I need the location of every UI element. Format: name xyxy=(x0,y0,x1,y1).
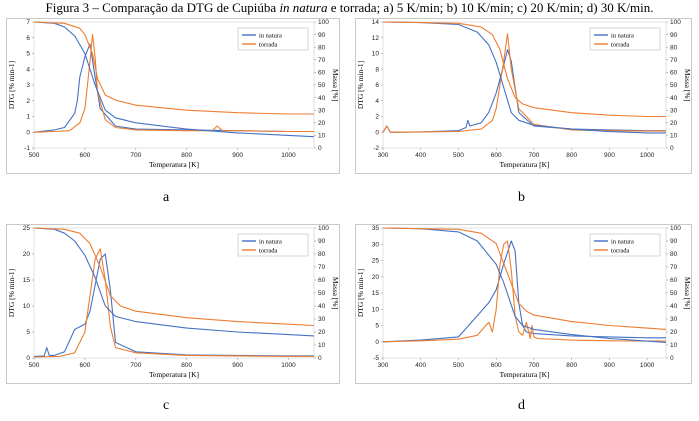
y-right-tick-label: 70 xyxy=(318,57,326,64)
y-right-tick-label: 40 xyxy=(318,94,326,102)
y-left-tick-label: 0 xyxy=(26,129,30,137)
legend-label: torrada xyxy=(611,247,630,255)
y-right-tick-label: 10 xyxy=(670,132,678,140)
y-left-tick-label: 35 xyxy=(371,225,379,233)
y-right-tick-label: 90 xyxy=(670,31,678,39)
x-tick-label: 1000 xyxy=(639,152,655,159)
y-left-tick-label: 2 xyxy=(375,113,379,121)
legend-label: in natura xyxy=(611,32,634,40)
y-right-tick-label: 20 xyxy=(318,329,326,337)
chart-a xyxy=(6,18,340,174)
y-right-tick-label: 0 xyxy=(670,355,674,363)
y-right-tick-label: 20 xyxy=(670,329,678,337)
x-tick-label: 1000 xyxy=(639,362,655,369)
y-right-tick-label: 10 xyxy=(318,342,326,350)
y-right-tick-label: 30 xyxy=(318,316,326,324)
y-right-tick-label: 50 xyxy=(318,82,326,90)
y-right-tick-label: 100 xyxy=(670,19,681,27)
y-right-tick-label: 60 xyxy=(670,69,678,77)
x-tick-label: 300 xyxy=(377,152,389,159)
x-tick-label: 400 xyxy=(415,152,427,159)
y-right-tick-label: 90 xyxy=(318,31,326,39)
chart-panel-d xyxy=(355,224,692,384)
legend-label: in natura xyxy=(259,32,282,40)
y-left-tick-label: 1 xyxy=(26,113,30,121)
x-tick-label: 800 xyxy=(181,362,193,369)
legend xyxy=(238,28,308,50)
y-right-tick-label: 100 xyxy=(670,225,681,233)
x-tick-label: 700 xyxy=(528,362,540,369)
x-tick-label: 1000 xyxy=(281,362,296,369)
y-right-tick-label: 100 xyxy=(318,19,329,27)
y-right-tick-label: 40 xyxy=(670,94,678,102)
y-left-tick-label: 5 xyxy=(26,329,30,337)
y-right-tick-label: 80 xyxy=(318,251,326,259)
y-left-tick-label: 0 xyxy=(375,338,379,346)
chart-d xyxy=(355,224,692,384)
x-tick-label: 900 xyxy=(232,362,244,369)
chart-panel-c xyxy=(6,224,340,384)
x-tick-label: 500 xyxy=(453,152,464,159)
panel-label-c: c xyxy=(163,398,170,413)
legend-label: in natura xyxy=(611,238,634,246)
x-tick-label: 700 xyxy=(130,152,142,159)
y-right-tick-label: 60 xyxy=(318,277,326,285)
legend-label: in natura xyxy=(259,238,282,246)
y-left-tick-label: 10 xyxy=(22,303,30,311)
y-left-tick-label: -2 xyxy=(373,145,379,153)
x-tick-label: 900 xyxy=(232,152,244,159)
legend xyxy=(590,234,660,256)
legend xyxy=(590,28,660,50)
y-right-tick-label: 40 xyxy=(318,303,326,311)
y-left-tick-label: 10 xyxy=(371,306,379,314)
y-left-tick-label: 6 xyxy=(375,82,379,90)
x-tick-label: 900 xyxy=(603,152,615,159)
y-left-tick-label: 25 xyxy=(371,257,379,265)
y-left-axis-label: DTG [% min-1] xyxy=(356,60,365,110)
x-tick-label: 800 xyxy=(181,152,193,159)
y-right-tick-label: 100 xyxy=(318,225,329,233)
x-tick-label: 600 xyxy=(79,152,91,159)
y-right-axis-label: Massa [%] xyxy=(331,276,340,310)
chart-b xyxy=(355,18,692,174)
y-right-tick-label: 90 xyxy=(318,238,326,246)
y-left-tick-label: 3 xyxy=(26,82,30,90)
y-right-tick-label: 90 xyxy=(670,238,678,246)
panel-label-a: a xyxy=(163,190,170,205)
x-tick-label: 500 xyxy=(28,152,40,159)
y-right-tick-label: 20 xyxy=(318,120,326,127)
y-right-tick-label: 80 xyxy=(318,44,326,52)
y-left-tick-label: 4 xyxy=(26,66,30,74)
y-right-tick-label: 30 xyxy=(318,107,326,115)
y-right-tick-label: 50 xyxy=(670,290,678,298)
panel-label-b: b xyxy=(518,190,525,205)
x-tick-label: 500 xyxy=(28,362,40,369)
chart-panel-b xyxy=(355,18,692,174)
legend-label: torrada xyxy=(259,247,278,255)
y-right-tick-label: 70 xyxy=(318,264,326,272)
y-right-tick-label: 0 xyxy=(318,145,322,153)
y-right-tick-label: 70 xyxy=(670,57,678,64)
y-right-tick-label: 30 xyxy=(670,316,678,324)
y-left-tick-label: 20 xyxy=(371,273,379,281)
y-left-axis-label: DTG [% min-1] xyxy=(7,268,16,318)
y-right-tick-label: 40 xyxy=(670,303,678,311)
x-tick-label: 400 xyxy=(415,362,427,369)
y-right-axis-label: Massa [%] xyxy=(683,276,692,310)
y-left-tick-label: 8 xyxy=(375,66,379,74)
y-left-tick-label: -1 xyxy=(24,145,30,153)
x-axis-label: Temperatura [K] xyxy=(148,160,200,169)
x-tick-label: 700 xyxy=(528,152,540,159)
x-tick-label: 800 xyxy=(566,362,578,369)
y-right-tick-label: 20 xyxy=(670,120,678,127)
legend-label: torrada xyxy=(259,41,278,49)
caption-prefix: Figura 3 – Comparação da DTG de Cupiúba xyxy=(45,0,280,15)
caption-suffix: e torrada; a) 5 K/min; b) 10 K/min; c) 20 K/min; d) 30 K/min. xyxy=(327,0,654,15)
y-right-tick-label: 70 xyxy=(670,264,678,272)
y-left-tick-label: 5 xyxy=(26,50,30,58)
y-right-tick-label: 30 xyxy=(670,107,678,115)
y-left-tick-label: 14 xyxy=(371,19,379,27)
x-tick-label: 600 xyxy=(79,362,91,369)
x-tick-label: 700 xyxy=(130,362,142,369)
x-tick-label: 1000 xyxy=(281,152,296,159)
y-left-tick-label: 20 xyxy=(22,251,30,259)
y-left-tick-label: 0 xyxy=(375,129,379,137)
legend-label: torrada xyxy=(611,41,630,49)
y-left-tick-label: 6 xyxy=(26,34,30,42)
y-left-tick-label: -5 xyxy=(373,355,379,363)
y-left-tick-label: 5 xyxy=(375,322,379,330)
y-left-axis-label: DTG [% min-1] xyxy=(7,60,16,110)
y-left-tick-label: 7 xyxy=(26,19,30,27)
legend xyxy=(238,234,308,256)
x-tick-label: 800 xyxy=(566,152,578,159)
y-left-tick-label: 15 xyxy=(22,277,30,285)
x-tick-label: 900 xyxy=(603,362,615,369)
y-right-tick-label: 80 xyxy=(670,251,678,259)
y-left-tick-label: 25 xyxy=(22,225,30,233)
y-left-tick-label: 0 xyxy=(26,355,30,363)
y-right-tick-label: 60 xyxy=(318,69,326,77)
x-tick-label: 300 xyxy=(377,362,389,369)
y-left-tick-label: 15 xyxy=(371,290,379,298)
x-tick-label: 600 xyxy=(490,152,502,159)
y-right-tick-label: 0 xyxy=(318,355,322,363)
x-axis-label: Temperatura [K] xyxy=(499,370,550,379)
x-tick-label: 600 xyxy=(490,362,502,369)
panel-label-d: d xyxy=(518,398,525,413)
figure-caption xyxy=(0,0,699,16)
y-right-tick-label: 60 xyxy=(670,277,678,285)
y-left-tick-label: 4 xyxy=(375,97,379,105)
y-left-tick-label: 10 xyxy=(371,50,379,58)
y-right-tick-label: 50 xyxy=(318,290,326,298)
chart-c xyxy=(6,224,340,384)
y-right-tick-label: 10 xyxy=(670,342,678,350)
y-right-tick-label: 50 xyxy=(670,82,678,90)
y-right-tick-label: 10 xyxy=(318,132,326,140)
caption-italic: in natura xyxy=(279,0,328,15)
y-left-tick-label: 30 xyxy=(371,241,379,249)
x-axis-label: Temperatura [K] xyxy=(148,370,200,379)
y-right-tick-label: 80 xyxy=(670,44,678,52)
x-axis-label: Temperatura [K] xyxy=(499,160,550,169)
y-right-axis-label: Massa [%] xyxy=(331,68,340,102)
x-tick-label: 500 xyxy=(453,362,464,369)
y-left-tick-label: 2 xyxy=(26,97,30,105)
y-left-tick-label: 12 xyxy=(371,34,379,42)
y-left-axis-label: DTG [% min-1] xyxy=(356,268,365,318)
y-right-axis-label: Massa [%] xyxy=(683,68,692,102)
chart-panel-a xyxy=(6,18,340,174)
y-right-tick-label: 0 xyxy=(670,145,674,153)
